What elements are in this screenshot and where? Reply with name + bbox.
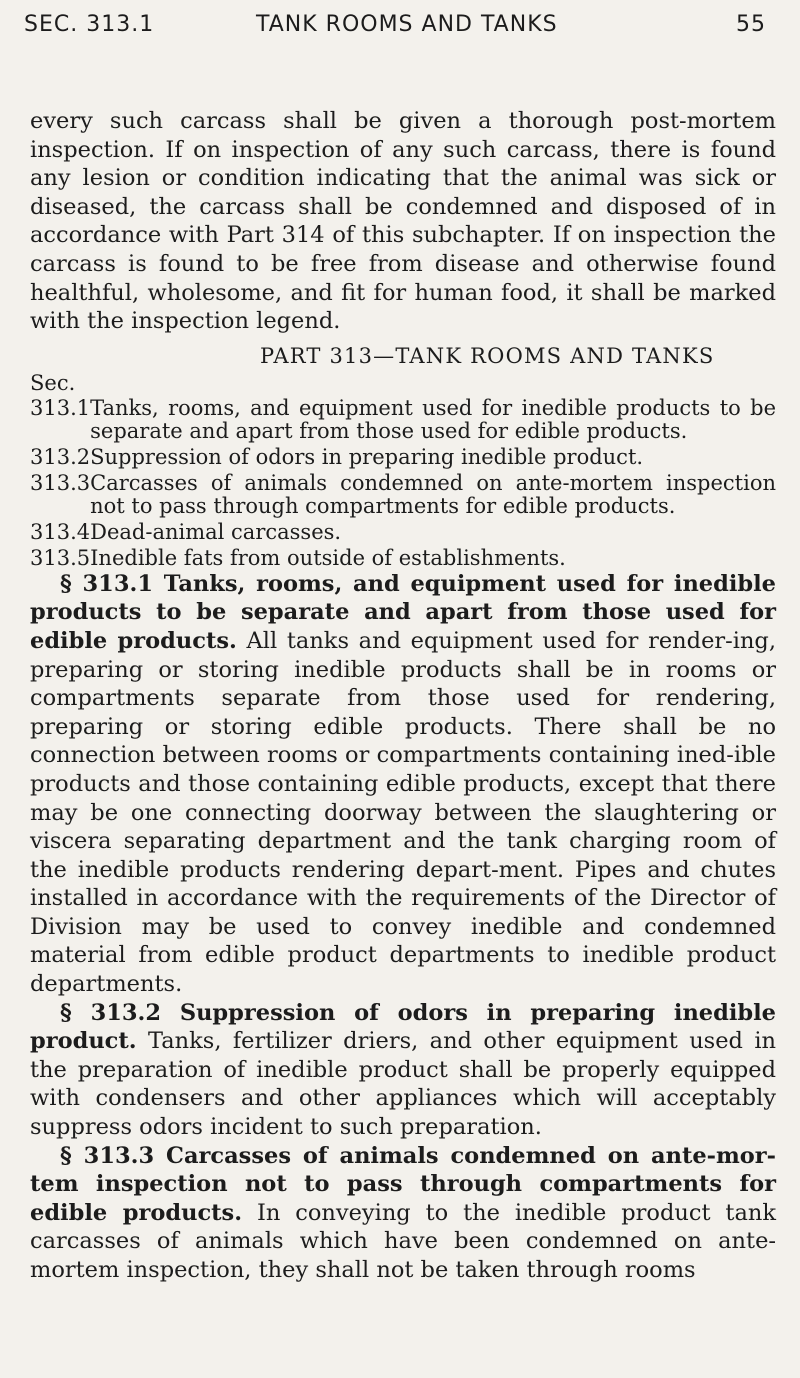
toc-item-title: Tanks, rooms, and equipment used for inedible products to be separate and apart from those used for edible products. <box>90 395 776 443</box>
toc-item-title: Inedible fats from outside of establishments. <box>90 545 566 570</box>
toc-item-number: 313.5 <box>30 545 91 570</box>
section-body: All tanks and equipment used for render-ing, preparing or storing inedible products shall be in rooms or compartments separate from those used for rendering, preparing or storing edible products. There shall be no connection between rooms or compartments containing ined-ible products and those containing edible products, except that there may be one connecting doorway between the slaughtering or viscera separating department and the tank charging room of the inedible products rendering depart-ment. Pipes and chutes installed in accordance with the requirements of the Director of Division may be used to convey inedible and condemned material from edible product departments to inedible product departments. <box>30 627 776 998</box>
toc-item-title: Carcasses of animals condemned on ante-mortem inspection not to pass through compartments for edible products. <box>90 470 776 518</box>
running-head-section: SEC. 313.1 <box>24 12 155 37</box>
running-head-title: TANK ROOMS AND TANKS <box>256 12 558 37</box>
toc-label: Sec. <box>30 370 76 395</box>
toc-item-number: 313.1 <box>30 395 91 420</box>
body-text <box>30 107 776 1285</box>
toc-item <box>30 547 776 570</box>
section-heading: § 313.1 Tanks, rooms, and equipment used for inedible products to be separate and apart from those used for edible products. <box>30 570 776 654</box>
section-313-1 <box>30 570 776 999</box>
section-heading: § 313.2 Suppression of odors in preparing inedible product. <box>30 999 776 1055</box>
toc-item-title: Suppression of odors in preparing inedible product. <box>90 444 644 469</box>
toc-item-number: 313.2 <box>30 444 91 469</box>
section-body: In conveying to the inedible product tank carcasses of animals which have been condemned on ante-mortem inspection, they shall not be taken through rooms <box>30 1199 776 1283</box>
toc-item <box>30 397 776 443</box>
toc-item <box>30 472 776 518</box>
section-313-2 <box>30 999 776 1142</box>
page-number: 55 <box>736 12 766 37</box>
toc-item-title: Dead-animal carcasses. <box>90 519 342 544</box>
section-heading: § 313.3 Carcasses of animals condemned on ante-mor-tem inspection not to pass through compartments for edible products. <box>30 1142 776 1226</box>
section-body: Tanks, fertilizer driers, and other equipment used in the preparation of inedible product shall be properly equipped with condensers and other appliances which will acceptably suppress odors incident to such preparation. <box>30 1028 776 1141</box>
table-of-contents <box>30 372 776 570</box>
toc-item-number: 313.4 <box>30 519 91 544</box>
toc-item-number: 313.3 <box>30 470 91 495</box>
part-heading: PART 313—TANK ROOMS AND TANKS <box>260 343 715 368</box>
intro-paragraph: every such carcass shall be given a thorough post-mortem inspection. If on inspection of any such carcass, there is found any lesion or condition indicating that the animal was sick or diseased, the carcass shall be condemned and disposed of in accordance with Part 314 of this subchapter. If on inspection the carcass is found to be free from disease and otherwise found healthful, wholesome, and fit for human food, it shall be marked with the inspection legend. <box>30 108 776 335</box>
running-head <box>24 12 776 42</box>
toc-item <box>30 446 776 469</box>
toc-item <box>30 521 776 544</box>
section-313-3 <box>30 1142 776 1285</box>
